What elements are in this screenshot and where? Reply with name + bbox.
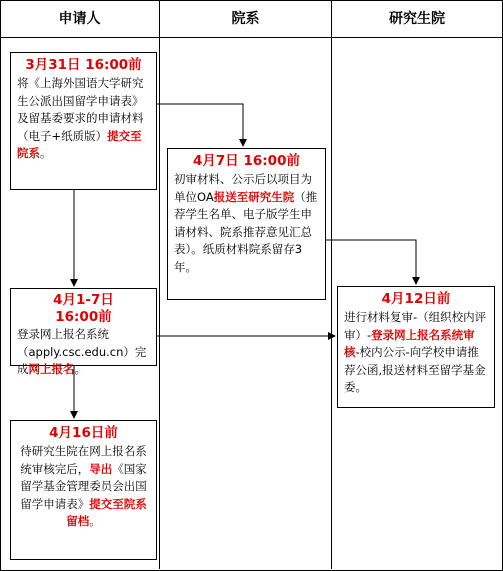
step-text: 登录网上报名系统（apply.csc.edu.cn）完成 [17,327,147,376]
step-text: 初审材料、公示后以项目为单位OA [174,172,312,204]
step-text-end: （推荐学生名单、电子版学生申请材料、院系推荐意见汇总表）。纸质材料院系留存3年。 [174,189,318,274]
step-text-end: 。 [89,514,101,528]
step-text: 将《上海外国语大学研究生公派出国留学申请表》及留基委要求的申请材料（电子+纸质版） [17,76,144,143]
step-text-end: 。 [74,362,86,376]
step-box-department-review [167,148,326,300]
step-highlight: 报送至研究生院 [213,189,295,204]
step-highlight: 登录网上报名系统审核 [344,327,475,359]
step-box-submit-to-department [10,52,157,190]
step-box-online-registration [10,288,157,376]
step-highlight-2: 提交至院系留档 [66,496,147,528]
step-text-2: 《国家留学基金管理委员会出国留学申请表》 [20,461,147,511]
step-box-graduate-school-review [337,286,495,408]
step-highlight-1: 导出 [89,461,113,476]
step-text-end: -校内公示-向学校申请推荐公函,报送材料至留学基金委。 [344,345,486,394]
step-text: 进行材料复审-（组织校内评审）- [344,310,487,342]
step-date: 4月7日 16:00前 [193,153,300,169]
step-date-1: 4月1-7日 [53,292,114,308]
arrow-box2-to-box4 [326,240,416,284]
step-highlight: 网上报名 [28,362,75,376]
step-box-export-application [10,420,157,560]
step-date: 4月16日前 [49,425,118,441]
step-date: 4月12日前 [381,291,451,307]
column-header-applicant: 申请人 [58,11,101,27]
column-header-department: 院系 [231,11,260,27]
arrow-box1-to-box2 [156,104,243,146]
step-text: 待研究生院在网上报名系统审核完后， [20,444,147,476]
step-text-end: 。 [40,146,52,160]
step-date: 3月31日 16:00前 [25,57,142,73]
column-header-graduate-school: 研究生院 [389,11,445,27]
step-date-2: 16:00前 [55,309,112,325]
step-highlight: 提交至院系 [17,128,142,160]
